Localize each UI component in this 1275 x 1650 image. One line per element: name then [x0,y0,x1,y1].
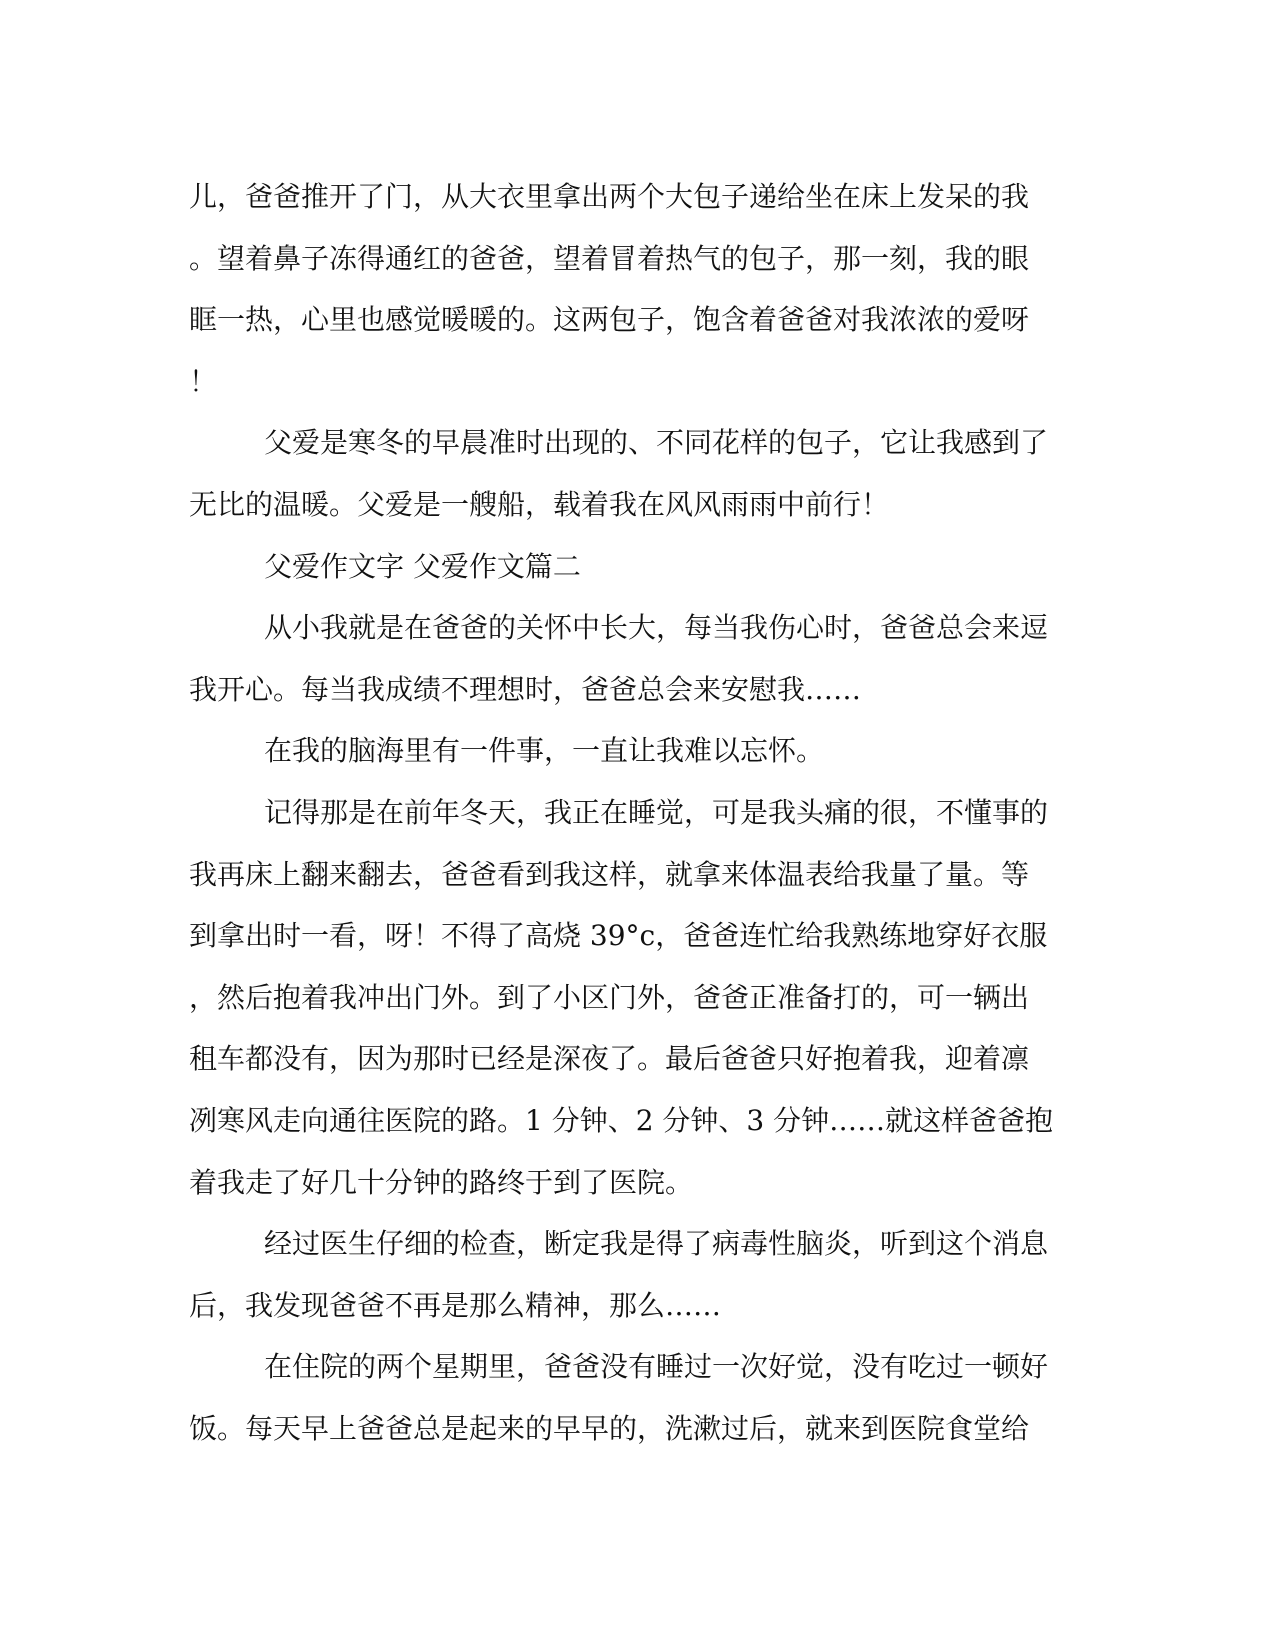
paragraph-first-line: 从小我就是在爸爸的关怀中长大，每当我伤心时，爸爸总会来逗 [264,611,1049,645]
text-line: 租车都没有，因为那时已经是深夜了。最后爸爸只好抱着我，迎着凛 [189,1042,1030,1076]
text-line: 到拿出时一看，呀！不得了高烧 39°c，爸爸连忙给我熟练地穿好衣服 [189,919,1048,953]
paragraph-first-line: 在我的脑海里有一件事，一直让我难以忘怀。 [264,734,825,768]
text-line: 儿，爸爸推开了门，从大衣里拿出两个大包子递给坐在床上发呆的我 [189,180,1030,213]
text-line: 眶一热，心里也感觉暖暖的。这两包子，饱含着爸爸对我浓浓的爱呀 [189,303,1030,337]
section-heading: 父爱作文字 父爱作文篇二 [264,549,581,583]
text-line: 饭。每天早上爸爸总是起来的早早的，洗漱过后，就来到医院食堂给 [189,1411,1030,1445]
essay-body [189,166,1069,1459]
paragraph-first-line: 在住院的两个星期里，爸爸没有睡过一次好觉，没有吃过一顿好 [264,1350,1049,1384]
text-line: 我再床上翻来翻去，爸爸看到我这样，就拿来体温表给我量了量。等 [189,857,1030,891]
paragraph-first-line: 记得那是在前年冬天，我正在睡觉，可是我头痛的很，不懂事的 [264,795,1049,829]
paragraph-first-line: 经过医生仔细的检查，断定我是得了病毒性脑炎，听到这个消息 [264,1227,1049,1261]
text-line: 无比的温暖。父爱是一艘船，载着我在风风雨雨中前行！ [189,487,890,521]
text-line: 冽寒风走向通往医院的路。1 分钟、2 分钟、3 分钟……就这样爸爸抱 [189,1103,1054,1137]
text-line: 着我走了好几十分钟的路终于到了医院。 [189,1165,694,1199]
paragraph-first-line: 父爱是寒冬的早晨准时出现的、不同花样的包子，它让我感到了 [264,426,1049,460]
text-line: 我开心。每当我成绩不理想时，爸爸总会来安慰我…… [189,672,862,706]
text-line: ，然后抱着我冲出门外。到了小区门外，爸爸正准备打的，可一辆出 [189,980,1030,1014]
text-line: 后，我发现爸爸不再是那么精神，那么…… [189,1288,722,1322]
text-line: 。望着鼻子冻得通红的爸爸，望着冒着热气的包子，那一刻，我的眼 [189,241,1030,275]
text-line: ！ [189,364,218,398]
